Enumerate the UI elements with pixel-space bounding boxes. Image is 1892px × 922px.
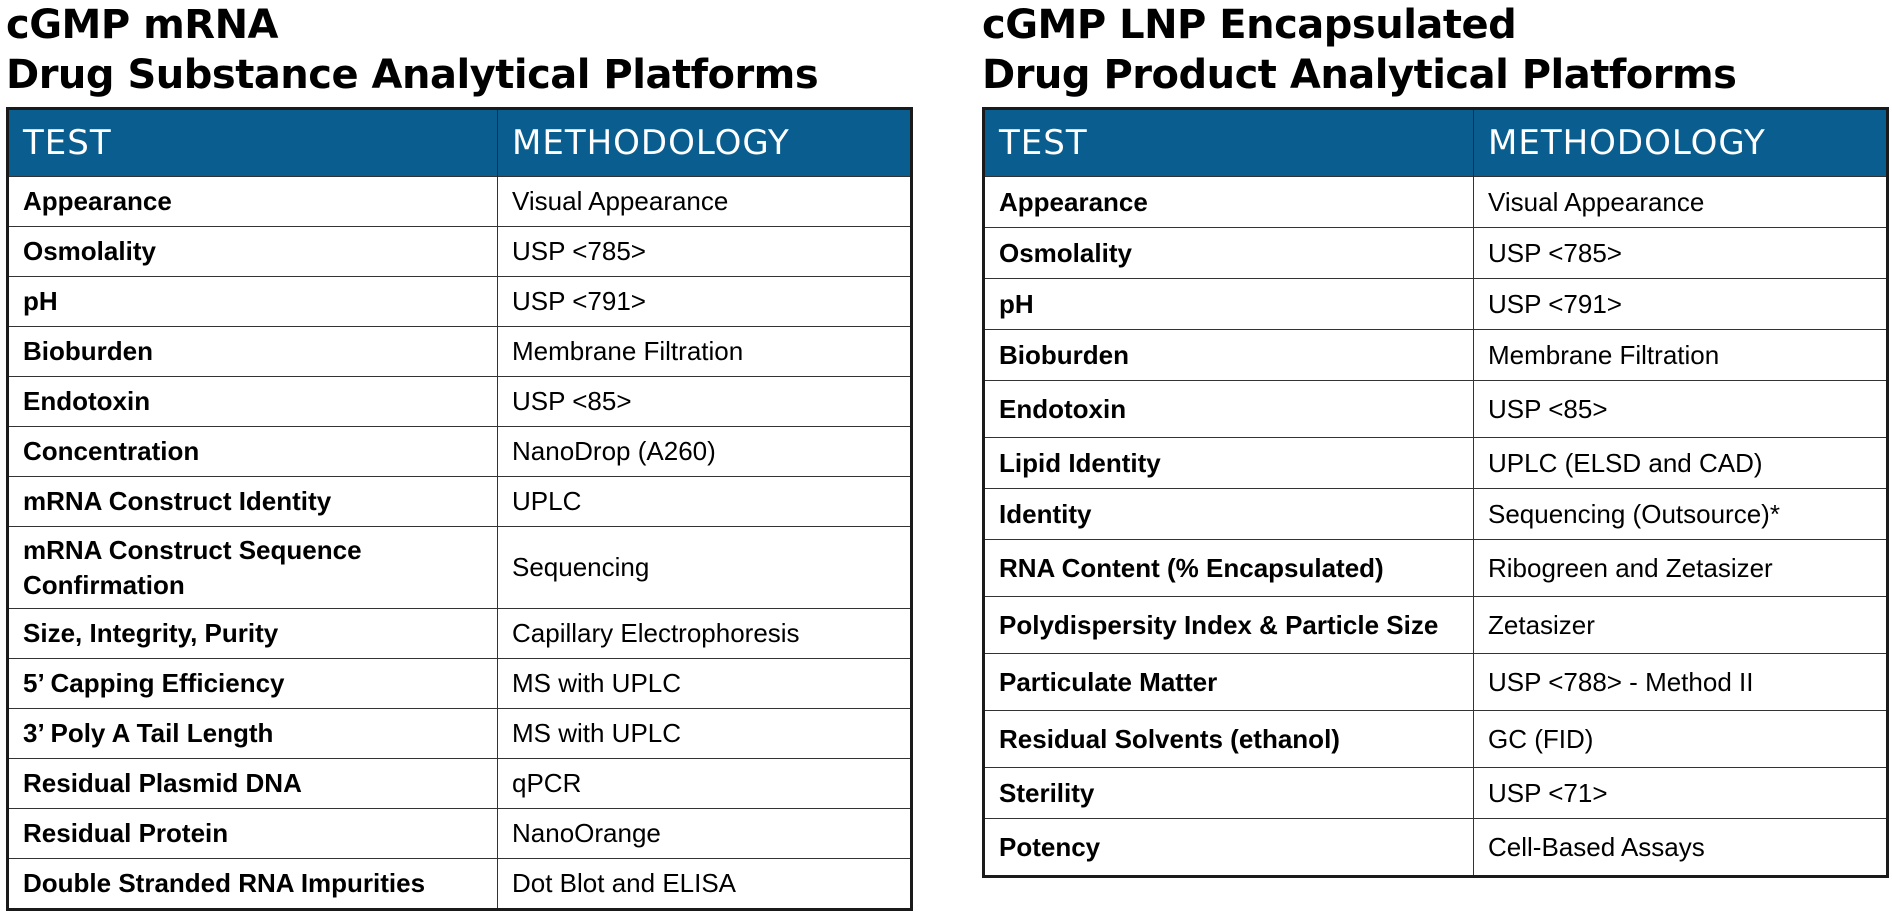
test-cell: Lipid Identity <box>984 438 1474 489</box>
test-cell: Particulate Matter <box>984 654 1474 711</box>
table-row <box>8 227 912 277</box>
table-row <box>8 609 912 659</box>
methodology-cell: MS with UPLC <box>498 659 912 709</box>
test-cell: Residual Protein <box>8 809 498 859</box>
panel-title <box>982 0 1886 100</box>
table-row <box>984 489 1888 540</box>
methodology-cell: Sequencing (Outsource)* <box>1474 489 1888 540</box>
test-cell: Residual Solvents (ethanol) <box>984 711 1474 768</box>
methodology-cell: qPCR <box>498 759 912 809</box>
methodology-cell: NanoOrange <box>498 809 912 859</box>
test-cell: mRNA Construct Sequence Confirmation <box>8 527 498 609</box>
table-row <box>8 659 912 709</box>
test-cell: 5’ Capping Efficiency <box>8 659 498 709</box>
test-cell: Size, Integrity, Purity <box>8 609 498 659</box>
methodology-cell: Visual Appearance <box>498 177 912 227</box>
methodology-cell: USP <791> <box>498 277 912 327</box>
table-row <box>8 859 912 910</box>
column-header-test: TEST <box>984 109 1474 177</box>
test-cell: Identity <box>984 489 1474 540</box>
methodology-cell: Cell-Based Assays <box>1474 819 1888 877</box>
column-header-test: TEST <box>8 109 498 177</box>
methodology-cell: Visual Appearance <box>1474 177 1888 228</box>
test-cell: Concentration <box>8 427 498 477</box>
column-header-methodology: METHODOLOGY <box>1474 109 1888 177</box>
methodology-cell: USP <85> <box>498 377 912 427</box>
column-header-methodology: METHODOLOGY <box>498 109 912 177</box>
table-row <box>8 709 912 759</box>
table-row <box>8 759 912 809</box>
test-cell: 3’ Poly A Tail Length <box>8 709 498 759</box>
test-cell: Bioburden <box>8 327 498 377</box>
panel-title <box>6 0 910 100</box>
table-row <box>984 330 1888 381</box>
table-row <box>8 427 912 477</box>
test-cell: Residual Plasmid DNA <box>8 759 498 809</box>
drug-product-table <box>982 107 1889 878</box>
test-cell: Double Stranded RNA Impurities <box>8 859 498 910</box>
methodology-cell: Membrane Filtration <box>498 327 912 377</box>
methodology-cell: Zetasizer <box>1474 597 1888 654</box>
table-row <box>984 768 1888 819</box>
panel-title-line-2: Drug Substance Analytical Platforms <box>6 52 819 98</box>
methodology-cell: Membrane Filtration <box>1474 330 1888 381</box>
table-row <box>8 377 912 427</box>
test-cell: Endotoxin <box>8 377 498 427</box>
table-row <box>984 279 1888 330</box>
methodology-cell: USP <71> <box>1474 768 1888 819</box>
table-header-row <box>8 109 912 177</box>
methodology-cell: USP <785> <box>1474 228 1888 279</box>
table-row <box>8 177 912 227</box>
table-row <box>8 527 912 609</box>
methodology-cell: Sequencing <box>498 527 912 609</box>
methodology-cell: Dot Blot and ELISA <box>498 859 912 910</box>
test-cell: Osmolality <box>984 228 1474 279</box>
test-cell: Sterility <box>984 768 1474 819</box>
test-cell: Polydispersity Index & Particle Size <box>984 597 1474 654</box>
test-cell: Osmolality <box>8 227 498 277</box>
methodology-cell: NanoDrop (A260) <box>498 427 912 477</box>
table-row <box>984 711 1888 768</box>
methodology-cell: Capillary Electrophoresis <box>498 609 912 659</box>
test-cell: Potency <box>984 819 1474 877</box>
test-cell: pH <box>984 279 1474 330</box>
table-row <box>8 327 912 377</box>
methodology-cell: USP <791> <box>1474 279 1888 330</box>
methodology-cell: UPLC <box>498 477 912 527</box>
test-cell: Appearance <box>984 177 1474 228</box>
table-row <box>984 438 1888 489</box>
table-row <box>8 809 912 859</box>
panel-title-line-2: Drug Product Analytical Platforms <box>982 52 1737 98</box>
methodology-cell: MS with UPLC <box>498 709 912 759</box>
test-cell: Endotoxin <box>984 381 1474 438</box>
panel-title-line-1: cGMP LNP Encapsulated <box>982 2 1517 48</box>
table-row <box>984 597 1888 654</box>
methodology-cell: Ribogreen and Zetasizer <box>1474 540 1888 597</box>
table-row <box>984 228 1888 279</box>
table-header-row <box>984 109 1888 177</box>
methodology-cell: USP <788> - Method II <box>1474 654 1888 711</box>
methodology-cell: UPLC (ELSD and CAD) <box>1474 438 1888 489</box>
drug-substance-table <box>6 107 913 911</box>
table-row <box>984 177 1888 228</box>
test-cell: pH <box>8 277 498 327</box>
methodology-cell: GC (FID) <box>1474 711 1888 768</box>
test-cell: Bioburden <box>984 330 1474 381</box>
methodology-cell: USP <785> <box>498 227 912 277</box>
methodology-cell: USP <85> <box>1474 381 1888 438</box>
test-cell: Appearance <box>8 177 498 227</box>
table-row <box>984 540 1888 597</box>
test-cell: RNA Content (% Encapsulated) <box>984 540 1474 597</box>
drug-substance-panel <box>6 0 910 898</box>
table-row <box>984 381 1888 438</box>
test-cell: mRNA Construct Identity <box>8 477 498 527</box>
table-row <box>8 477 912 527</box>
table-row <box>8 277 912 327</box>
panel-title-line-1: cGMP mRNA <box>6 2 279 48</box>
table-row <box>984 654 1888 711</box>
drug-product-panel <box>982 0 1886 862</box>
table-row <box>984 819 1888 877</box>
